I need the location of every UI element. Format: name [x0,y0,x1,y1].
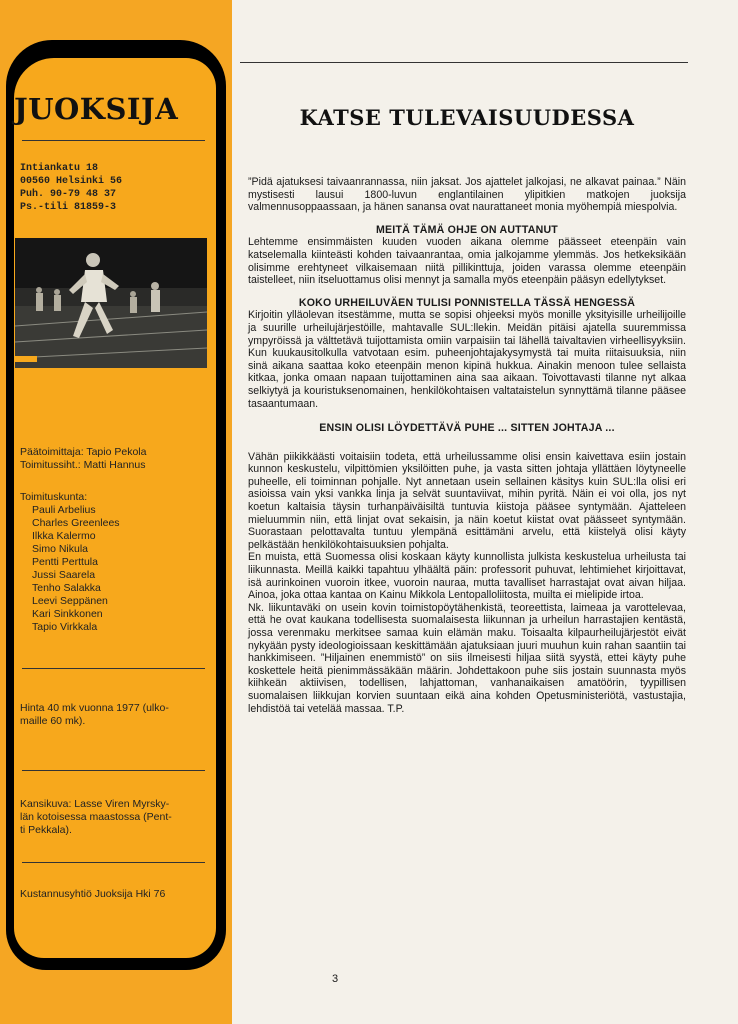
board-member: Pauli Arbelius [32,504,96,516]
address-block [20,162,210,214]
magazine-logo: JUOKSIJA [14,92,179,126]
section-heading: KOKO URHEILUVÄEN TULISI PONNISTELLA TÄSSÄ HENGESSÄ [298,296,636,309]
article-page [232,0,738,1024]
editorial-secretary: Toimitussiht.: Matti Hannus [20,459,146,471]
cover-line: Kansikuva: Lasse Viren Myrsky- [20,798,170,810]
editors-block [20,446,210,472]
article-paragraph: En muista, että Suomessa olisi koskaan käyty kunnollista julkista keskustelua urheilusta tai liikunnasta. Meillä kaikki tapahtuu ylhäältä päin: professorit puhuvat, lehtimiehet kirjoittavat, isä aurinkoinen vuoroin itkee, vuoroin nauraa, mutta tavalliset harrastajat ovat aivan hiljaa. Ainoa, joka ottaa kantaa on Kainu Mikkola Lentopalloliitosta, muilta ei mielipide irtoa. [248,551,686,602]
article-paragraph: Nk. liikuntaväki on usein kovin toimistopöytähenkistä, teoreettista, laimeaa ja varottelevaa, että he ovat kaukana todellisesta suomalaisesta liikunnan ja urheilun harrastajien kentästä, jossa verenmaku merkitsee samaa kuin elämän maku. Toisaalta kilpaurheilujärjestöt eivät nykyään pysty ideologioissaan keskittämään ajatuksiaan juuri muuhun kuin rahan saantiin tai hankkimiseen. ”Hiljainen enemmistö” on siis ilmeisesti hiljaa siitä syystä, ettei käyty puhe koskettele heitä pienimmässäkään määrin. Johdettakoon puhe siis jostain suunnasta myös kiihkeän aktiivisen, todellisen, lahjattoman, vanhanaikaisen amatöörin, tyypillisen suomalaisen liikkujan korvien suuntaan eikä aina kohden Opetusministeriötä, vastustajia, lehdistöä tai vetelää massaa. T.P. [248,601,686,715]
article-paragraph: Vähän piikikkäästi voitaisiin todeta, että urheilussamme olisi ensin kaivettava esiin jostain kunnon keskustelu, vilpittömien yksilöitten puhe, ja vasta sitten johtaja yllättäen löytyneelle puheelle, eli toiminnan pohjalle. Nyt annetaan usein sellainen käsitys kuin SUL:lla olisi eri asioissa vain yksi vankka linja ja selvät suuntaviivat, mihin pyritä. Näin ei voi olla, jos nyt koetun kaltaisia täysin turhanpäiväisiltä tuntuvia kiistoja pääsee syntymään. Ajatteleen mieluummin niin, että linjat ovat sekaisin, ja näin koetut kiistat ovat päässeet syntymään. Suorastaan pelottavalta tuntuu ylempänä esittämäni arvelu, että kiistelyä olisi käyty pelkästään henkilökohtaisuuksien pohjalta. [248,450,686,551]
board-member: Kari Sinkkonen [32,608,103,620]
board-member: Charles Greenlees [32,517,120,529]
board-member: Leevi Seppänen [32,595,108,607]
runner-photo-graphic [15,238,207,368]
section-heading: MEITÄ TÄMÄ OHJE ON AUTTANUT [376,223,558,236]
cover-credit [20,798,210,837]
address-line: Puh. 90-79 48 37 [20,189,117,200]
price-line: maille 60 mk). [20,715,86,727]
editorial-board [20,491,210,634]
board-member: Pentti Perttula [32,556,98,568]
board-member: Ilkka Kalermo [32,530,96,542]
article-title: KATSE TULEVAISUUDESSA [299,105,635,130]
runner-photo [15,238,207,368]
price-info [20,702,210,728]
board-title: Toimituskunta: [20,491,88,503]
article-paragraph: Kirjoitin ylläolevan itsestämme, mutta se sopisi ohjeeksi myös monille yksityisille urheilijoille ja suurille urheilujärjestöille, mahtavalle SUL:llekin. Meidän pitäisi ajatella suuremmissa ympyröissä ja välttetävä tuijottamista omiin varpaisiin tai lähellä taivaltavien virheellisyyksiin. Kun kuukausitolkulla vatvotaan esim. puheenjohtajakysymystä tai muita riitaisuuksia, niin sinä aikana saattaa koko eteenpäin menon kipinä hukkua. Ainakin menoon tulee sellaista kitkaa, jonka omaan napaan tuijottaminen aina saa aikaan. Toivottavasti tilanne nyt alkaa selkiytyä ja kouristuksenomainen, henkilökohtaisen valtataistelun synnyttämä tilanne pääsee tasaantumaan. [248,309,686,410]
article-paragraph: Lehtemme ensimmäisten kuuden vuoden aikana olemme päässeet eteenpäin vain katselemalla kiinteästi kohden taivaanrantaa, omia jalkojamme ylemmäs. Jos hetkeksikään olisimme erehtyneet vilkaisemaan niitä pillikinttuja, joiden varassa olemme eteenpäin taistelleet, niin itseluottamus olisi mennyt ja samalla myös eteenpäin pääsyn edellytykset. [248,236,686,287]
cover-line: län kotoisessa maastossa (Pent- [20,811,172,823]
cover-line: ti Pekkala). [20,824,72,836]
board-member: Tenho Salakka [32,582,101,594]
section-heading: ENSIN OLISI LÖYDETTÄVÄ PUHE ... SITTEN JOHTAJA ... [319,422,615,435]
address-line: Intiankatu 18 [20,163,99,174]
top-rule [240,62,688,63]
board-member: Jussi Saarela [32,569,96,581]
board-member: Simo Nikula [32,543,89,555]
divider [22,668,205,669]
publisher: Kustannusyhtiö Juoksija Hki 76 [20,888,166,900]
editor-in-chief: Päätoimittaja: Tapio Pekola [20,446,147,458]
divider [22,770,205,771]
divider [22,862,205,863]
page-number: 3 [332,973,339,985]
address-line: 00560 Helsinki 56 [20,176,123,187]
article-body [248,176,686,715]
address-line: Ps.-tili 81859-3 [20,202,117,213]
divider [22,140,205,141]
board-member: Tapio Virkkala [32,621,98,633]
article-intro: ”Pidä ajatuksesi taivaanrannassa, niin jaksat. Jos ajattelet jalkojasi, ne alkavat painaa.” Näin mystisesti lausui 1800-luvun englantilainen ylipitkien matkojen juoksija valmennusoppaassaan, ja hänen sanansa ovat naurattaneet monia myöhempiä miespolvia. [248,176,686,214]
price-line: Hinta 40 mk vuonna 1977 (ulko- [20,702,169,714]
